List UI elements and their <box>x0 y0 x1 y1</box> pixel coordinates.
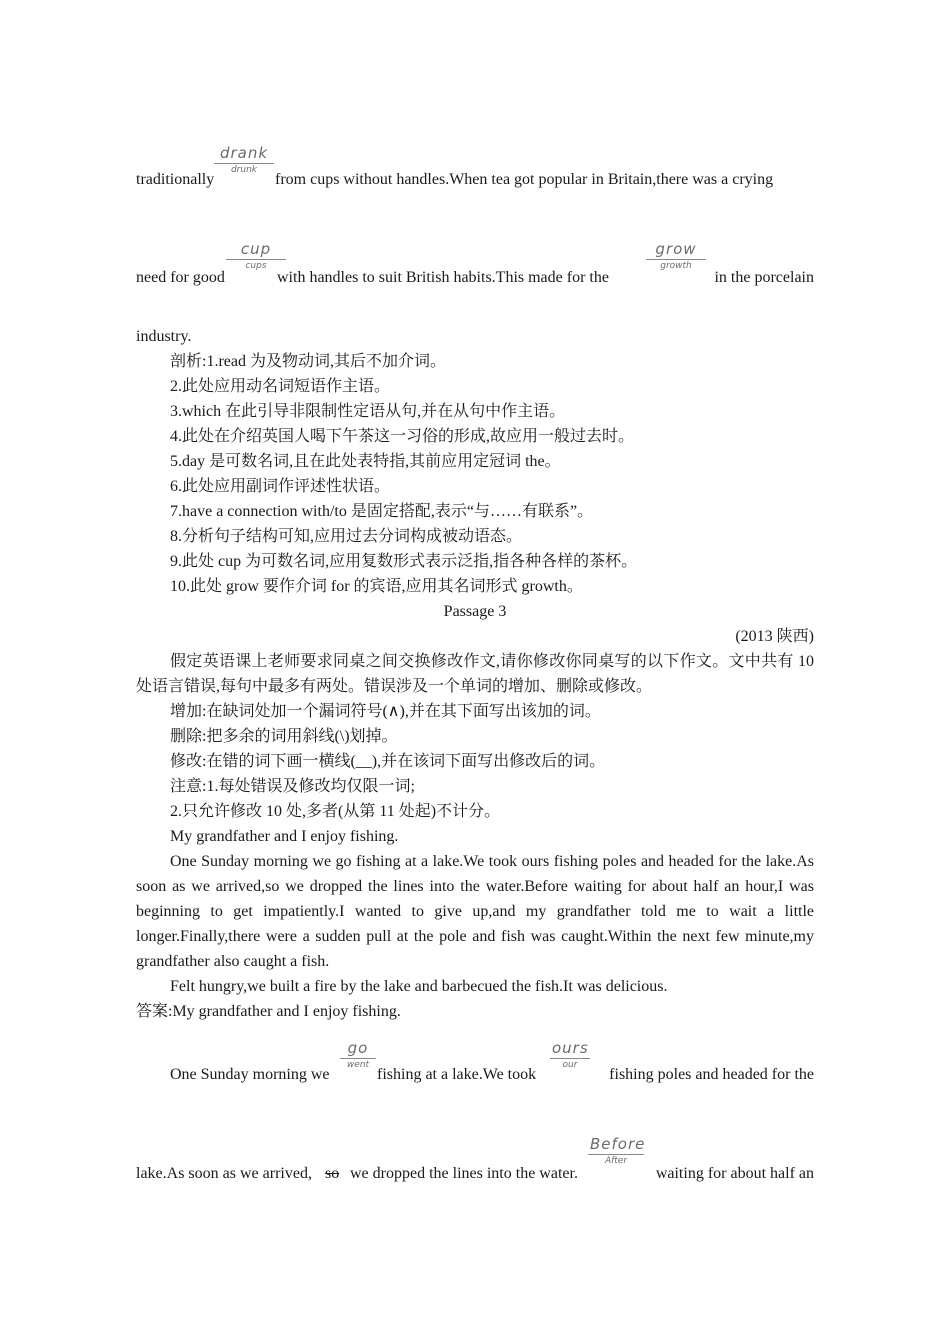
analysis-item: 5.day 是可数名词,且在此处表特指,其前应用定冠词 the。 <box>170 453 561 470</box>
analysis-item: 剖析:1.read 为及物动词,其后不加介词。 <box>170 353 446 370</box>
analysis-item: 8.分析句子结构可知,应用过去分词构成被动语态。 <box>170 528 523 545</box>
text-span: need for good <box>136 269 225 286</box>
original-word: ours <box>552 1039 589 1057</box>
text-span: in the porcelain <box>714 269 814 286</box>
essay-title: My grandfather and I enjoy fishing. <box>170 828 399 845</box>
text-span: One Sunday morning we <box>170 1066 330 1083</box>
text-line <box>136 167 814 192</box>
analysis-item: 9.此处 cup 为可数名词,应用复数形式表示泛指,指各种各样的茶杯。 <box>170 553 638 570</box>
original-word: drank <box>214 145 274 164</box>
corrected-word: our <box>562 1060 578 1070</box>
text-span: industry. <box>136 328 192 345</box>
corrected-word: drunk <box>230 165 258 175</box>
deleted-word: so <box>325 1165 340 1182</box>
analysis-item: 2.此处应用动名词短语作主语。 <box>170 378 391 395</box>
essay-paragraph-1: One Sunday morning we go fishing at a lake.We took ours fishing poles and headed for the lake.As soon as we arrived,so we dropped the lines into the water.Before waiting for about half an hour,I was beginning to get impatiently.I wanted to give up,and my grandfather told me to wait a little longer.Finally,there were a sudden pull at the pole and fish was caught.Within the next few minute,my grandfather also caught a fish. <box>136 853 814 970</box>
text-span: waiting for about half an <box>655 1165 814 1182</box>
analysis-item: 4.此处在介绍英国人喝下午茶这一习俗的形成,故应用一般过去时。 <box>170 428 635 445</box>
original-word: cup <box>226 241 286 260</box>
corrected-word: cups <box>245 261 267 271</box>
corrected-word: After <box>604 1156 628 1166</box>
passage-source: (2013 陕西) <box>735 628 814 645</box>
analysis-list <box>136 349 814 1024</box>
text-span: traditionally <box>136 171 215 188</box>
instruction-delete: 删除:把多余的词用斜线(\)划掉。 <box>170 728 398 745</box>
corrected-word: went <box>346 1060 370 1070</box>
correction-go <box>340 1040 376 1071</box>
note-1: 注意:1.每处错误及修改均仅限一词; <box>170 778 415 795</box>
text-line <box>136 1161 814 1186</box>
original-word: grow <box>646 241 706 260</box>
analysis-item: 3.which 在此引导非限制性定语从句,并在从句中作主语。 <box>170 403 566 420</box>
instruction-add: 增加:在缺词处加一个漏词符号(∧),并在其下面写出该加的词。 <box>170 703 601 720</box>
original-word: Before <box>590 1135 646 1153</box>
instructions: 假定英语课上老师要求同桌之间交换修改作文,请你修改你同桌写的以下作文。文中共有 10 处语言错误,每句中最多有两处。错误涉及一个单词的增加、删除或修改。 <box>136 653 814 695</box>
text-span: with handles to suit British habits.This made for the <box>277 269 609 286</box>
original-word: go <box>340 1040 376 1059</box>
corrected-word: growth <box>660 261 692 271</box>
text-span: fishing poles and headed for the <box>609 1066 814 1083</box>
essay-paragraph-2: Felt hungry,we built a fire by the lake and barbecued the fish.It was delicious. <box>170 978 668 995</box>
text-span: we dropped the lines into the water. <box>350 1165 578 1182</box>
text-span: lake.As soon as we arrived, <box>136 1165 312 1182</box>
passage-title: Passage 3 <box>443 603 507 620</box>
text-line <box>136 324 814 349</box>
analysis-item: 10.此处 grow 要作介词 for 的宾语,应用其名词形式 growth。 <box>170 578 583 595</box>
note-2: 2.只允许修改 10 处,多者(从第 11 处起)不计分。 <box>170 803 501 820</box>
text-span: from cups without handles.When tea got popular in Britain,there was a crying <box>275 171 774 188</box>
text-line <box>136 265 814 290</box>
answer-label: 答案:My grandfather and I enjoy fishing. <box>136 1003 401 1020</box>
instruction-modify: 修改:在错的词下画一横线(__),并在该词下面写出修改后的词。 <box>170 753 606 770</box>
analysis-item: 6.此处应用副词作评述性状语。 <box>170 478 391 495</box>
correction-ours <box>550 1040 590 1071</box>
text-span: fishing at a lake.We took <box>377 1066 537 1083</box>
analysis-item: 7.have a connection with/to 是固定搭配,表示“与……有联系”。 <box>170 503 594 520</box>
